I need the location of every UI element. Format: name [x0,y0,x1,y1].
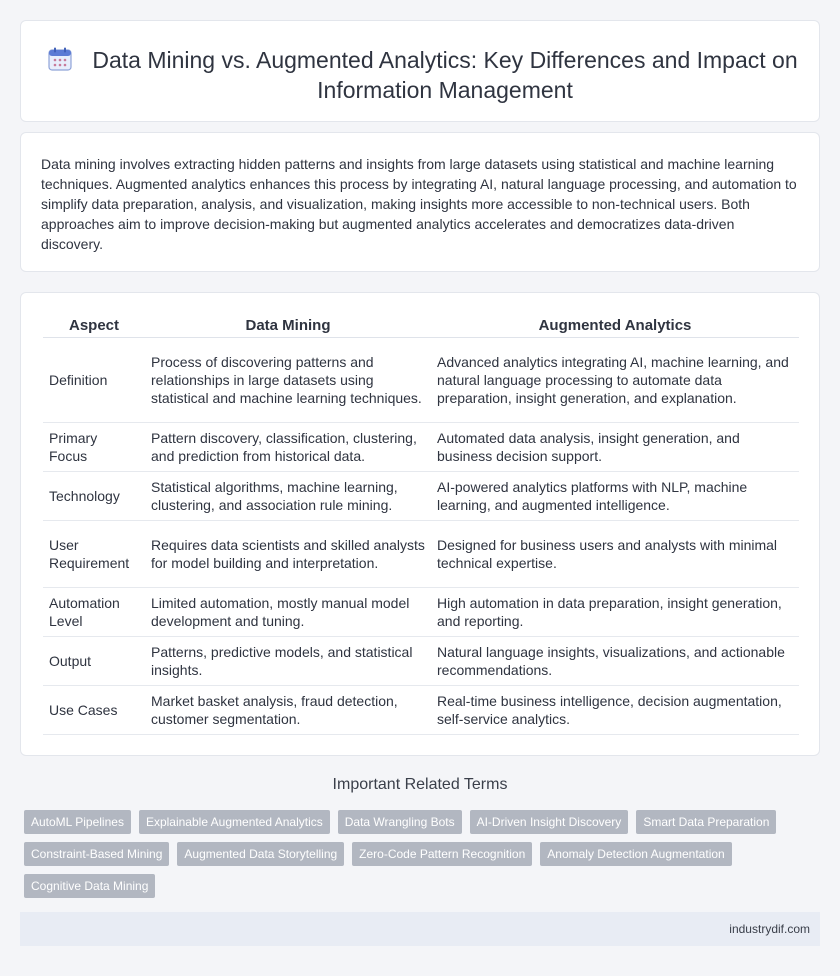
cell-data-mining: Limited automation, mostly manual model development and tuning. [145,588,431,637]
cell-aspect: Primary Focus [43,423,145,472]
table-row [43,521,799,588]
cell-data-mining: Pattern discovery, classification, clustering, and prediction from historical data. [145,423,431,472]
tag-automl-pipelines[interactable]: AutoML Pipelines [24,810,131,834]
header-data-mining: Data Mining [145,313,431,338]
table-row [43,472,799,521]
cell-augmented-analytics: High automation in data preparation, insight generation, and reporting. [431,588,799,637]
cell-data-mining: Requires data scientists and skilled analysts for model building and interpretation. [145,521,431,588]
tag-zero-code-pattern-recognition[interactable]: Zero-Code Pattern Recognition [352,842,532,866]
table-row [43,588,799,637]
tag-anomaly-detection-augmentation[interactable]: Anomaly Detection Augmentation [540,842,731,866]
tag-constraint-based-mining[interactable]: Constraint-Based Mining [24,842,169,866]
cell-aspect: User Requirement [43,521,145,588]
comparison-card [20,292,820,756]
cell-augmented-analytics: Automated data analysis, insight generation, and business decision support. [431,423,799,472]
table-row [43,423,799,472]
intro-card [20,132,820,272]
related-terms-title: Important Related Terms [332,776,508,793]
footer [20,912,820,946]
cell-augmented-analytics: Natural language insights, visualizations, and actionable recommendations. [431,637,799,686]
cell-aspect: Automation Level [43,588,145,637]
table-row [43,637,799,686]
tag-explainable-augmented-analytics[interactable]: Explainable Augmented Analytics [139,810,330,834]
related-terms-list [24,810,804,898]
tag-augmented-data-storytelling[interactable]: Augmented Data Storytelling [177,842,344,866]
table-header-row [43,313,799,338]
tag-ai-driven-insight-discovery[interactable]: AI-Driven Insight Discovery [470,810,629,834]
calendar-icon [47,46,73,72]
comparison-table [43,313,799,735]
cell-data-mining: Statistical algorithms, machine learning, clustering, and association rule mining. [145,472,431,521]
cell-augmented-analytics: AI-powered analytics platforms with NLP, machine learning, and augmented intelligence. [431,472,799,521]
cell-data-mining: Market basket analysis, fraud detection, customer segmentation. [145,686,431,735]
cell-data-mining: Patterns, predictive models, and statistical insights. [145,637,431,686]
header-card [20,20,820,122]
header-aspect: Aspect [43,313,145,338]
table-row [43,338,799,423]
tag-data-wrangling-bots[interactable]: Data Wrangling Bots [338,810,462,834]
tag-cognitive-data-mining[interactable]: Cognitive Data Mining [24,874,155,898]
cell-aspect: Technology [43,472,145,521]
cell-augmented-analytics: Designed for business users and analysts with minimal technical expertise. [431,521,799,588]
table-row [43,686,799,735]
footer-site-link[interactable]: industrydif.com [729,922,810,936]
tag-smart-data-preparation[interactable]: Smart Data Preparation [636,810,776,834]
cell-augmented-analytics: Advanced analytics integrating AI, machine learning, and natural language processing to automate data preparation, insight generation, and explanation. [431,338,799,423]
header-augmented-analytics: Augmented Analytics [431,313,799,338]
cell-aspect: Definition [43,338,145,423]
intro-paragraph: Data mining involves extracting hidden patterns and insights from large datasets using statistical and machine learning techniques. Augmented analytics enhances this process by integrating AI, natural language processing, and automation to simplify data preparation, analysis, and visualization, making insights more accessible to non-technical users. Both approaches aim to improve decision-making but augmented analytics accelerates and democratizes data-driven discovery. [41,156,797,252]
cell-aspect: Output [43,637,145,686]
cell-data-mining: Process of discovering patterns and relationships in large datasets using statistical and machine learning techniques. [145,338,431,423]
cell-augmented-analytics: Real-time business intelligence, decision augmentation, self-service analytics. [431,686,799,735]
cell-aspect: Use Cases [43,686,145,735]
page-title: Data Mining vs. Augmented Analytics: Key Differences and Impact on Information Management [92,47,798,103]
